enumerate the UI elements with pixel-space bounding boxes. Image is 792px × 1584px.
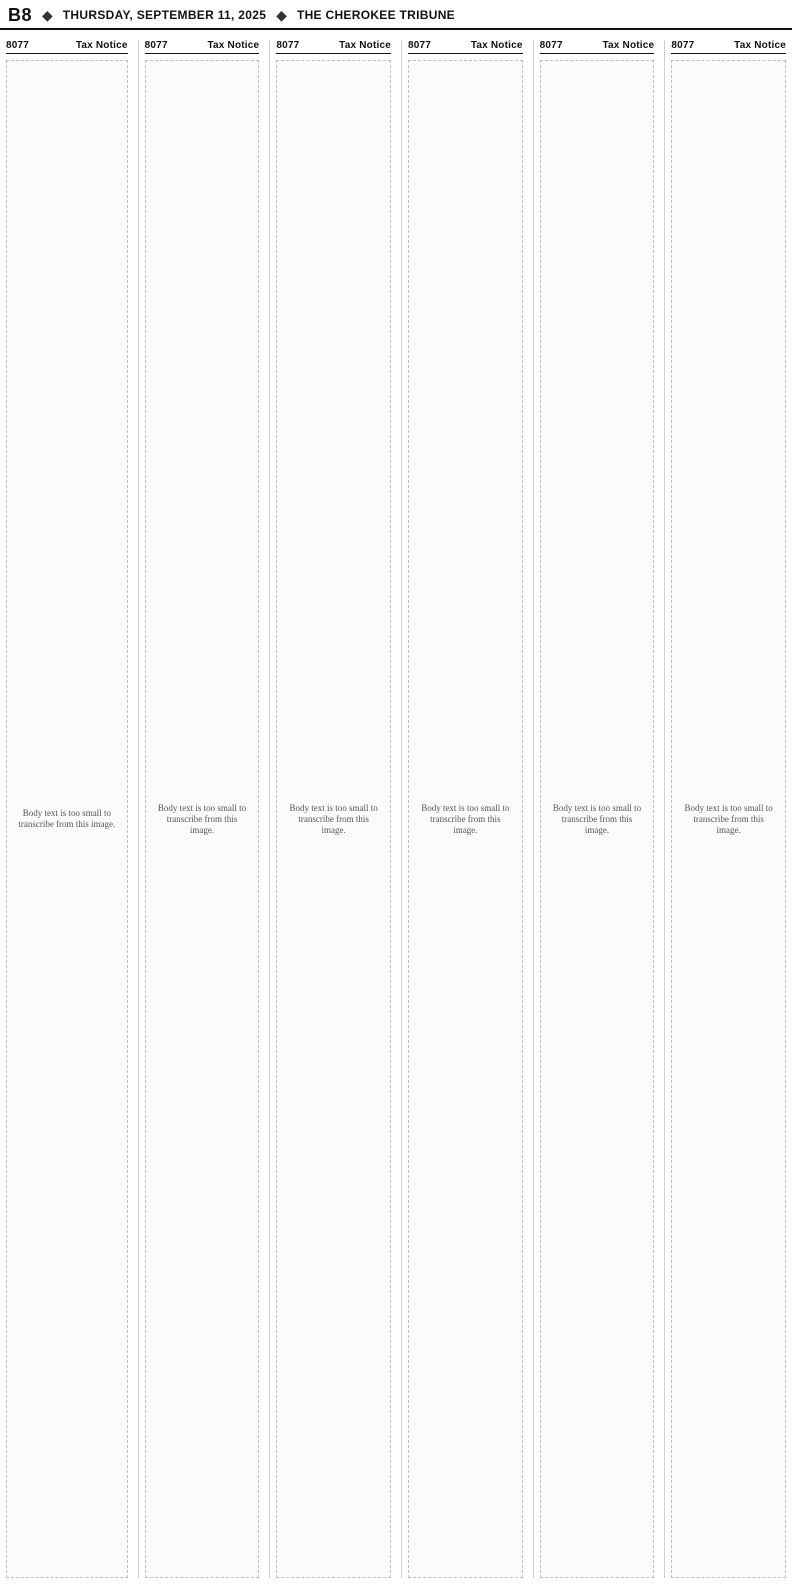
page-number: B8 (8, 4, 33, 25)
placeholder-text: Body text is too small to transcribe from this image. (289, 802, 378, 835)
column-body-placeholder (671, 60, 786, 1578)
column-title: Tax Notice (734, 40, 786, 51)
column-code: 8077 (539, 40, 563, 51)
notice-columns (6, 40, 786, 1578)
column-code: 8077 (276, 40, 300, 51)
column-title: Tax Notice (75, 40, 128, 51)
column-code: 8077 (407, 40, 432, 51)
placeholder-text: Body text is too small to transcribe from this image. (18, 808, 116, 829)
column-header (671, 40, 786, 54)
masthead-separator-2: ◆ (276, 6, 287, 23)
masthead-inner (8, 6, 784, 24)
column-header (540, 40, 655, 54)
column-body-placeholder (145, 60, 260, 1578)
column-title: Tax Notice (207, 40, 260, 51)
paper-name: THE CHEROKEE TRIBUNE (296, 8, 455, 22)
placeholder-text: Body text is too small to transcribe from this image. (552, 802, 642, 835)
column-code: 8077 (671, 40, 695, 51)
column-body-placeholder (276, 60, 391, 1578)
column-body-placeholder (540, 60, 655, 1578)
column-header (408, 40, 523, 54)
notice-column-3 (269, 40, 391, 1578)
notice-column-2 (138, 40, 260, 1578)
placeholder-text: Body text is too small to transcribe from this image. (157, 802, 247, 835)
notice-column-6 (664, 40, 786, 1578)
column-header (6, 40, 128, 54)
column-title: Tax Notice (602, 40, 655, 51)
placeholder-text: Body text is too small to transcribe from this image. (684, 802, 773, 835)
masthead (0, 0, 792, 30)
column-title: Tax Notice (339, 40, 391, 51)
column-header (276, 40, 391, 54)
column-body-placeholder (6, 60, 128, 1578)
column-header (145, 40, 260, 54)
date-line: THURSDAY, SEPTEMBER 11, 2025 (62, 8, 267, 22)
notice-column-4 (401, 40, 523, 1578)
masthead-separator: ◆ (42, 6, 53, 23)
column-code: 8077 (144, 40, 168, 51)
notice-column-1 (6, 40, 128, 1578)
column-code: 8077 (6, 40, 30, 51)
notice-column-5 (533, 40, 655, 1578)
placeholder-text: Body text is too small to transcribe from this image. (421, 802, 510, 835)
column-body-placeholder (408, 60, 523, 1578)
column-title: Tax Notice (470, 40, 523, 51)
